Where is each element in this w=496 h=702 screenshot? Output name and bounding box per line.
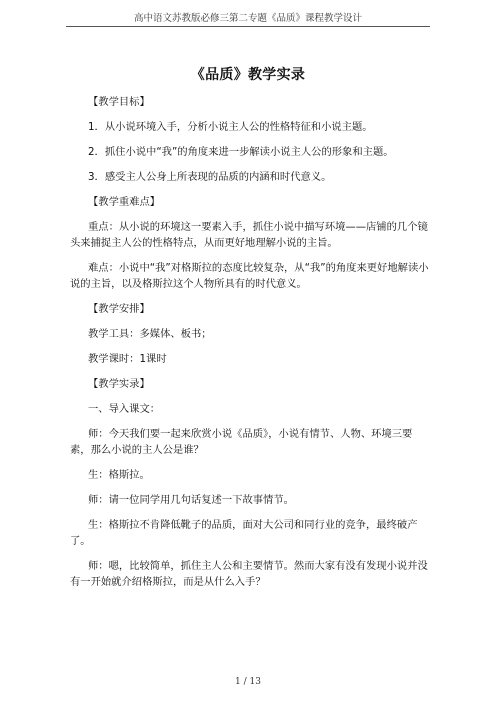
key-point-paragraph: 重点：从小说的环境这一要素入手，抓住小说中描写环境——店铺的几个镜头来捕捉主人公的性格特点，从而更好地理解小说的主旨。 bbox=[70, 221, 428, 249]
dialogue-line: 生：格斯拉。 bbox=[88, 469, 150, 481]
section-heading-objectives: 【教学目标】 bbox=[88, 96, 150, 108]
intro-heading: 一、导入课文： bbox=[88, 403, 161, 415]
objective-item-1: 1．从小说环境入手，分析小说主人公的性格特征和小说主题。 bbox=[88, 121, 373, 133]
teaching-tools: 教学工具：多媒体、板书； bbox=[88, 328, 212, 340]
section-heading-record: 【教学实录】 bbox=[88, 378, 150, 390]
difficulty-paragraph: 难点：小说中“我”对格斯拉的态度比较复杂，从“我”的角度来更好地解读小说的主旨，以及格斯拉这个人物所具有的时代意义。 bbox=[70, 262, 429, 290]
dialogue-line: 师：请一位同学用几句话复述一下故事情节。 bbox=[88, 494, 294, 506]
page-number: 1 / 13 bbox=[235, 677, 261, 687]
document-body bbox=[70, 94, 432, 599]
objective-item-2: 2．抓住小说中“我”的角度来进一步解读小说主人公的形象和主题。 bbox=[88, 146, 394, 158]
document-title: 《品质》教学实录 bbox=[190, 67, 306, 83]
dialogue-line: 生：格斯拉不肯降低靴子的品质，面对大公司和同行业的竞争，最终破产了。 bbox=[70, 519, 418, 547]
header-divider bbox=[66, 26, 430, 27]
section-heading-arrangement: 【教学安排】 bbox=[88, 303, 150, 315]
section-heading-key-points: 【教学重难点】 bbox=[88, 196, 161, 208]
teaching-hours: 教学课时：1课时 bbox=[88, 353, 167, 365]
dialogue-line: 师：嗯，比较简单，抓住主人公和主要情节。然而大家有没有发现小说并没有一开始就介绍格斯拉，而是从什么入手？ bbox=[70, 560, 428, 588]
objective-item-3: 3．感受主人公身上所表现的品质的内涵和时代意义。 bbox=[88, 171, 332, 183]
dialogue-line: 师：今天我们要一起来欣赏小说《品质》，小说有情节、人物、环境三要素，那么小说的主人公是谁？ bbox=[70, 428, 413, 456]
page-header: 高中语文苏教版必修三第二专题《品质》课程教学设计 bbox=[133, 13, 362, 24]
